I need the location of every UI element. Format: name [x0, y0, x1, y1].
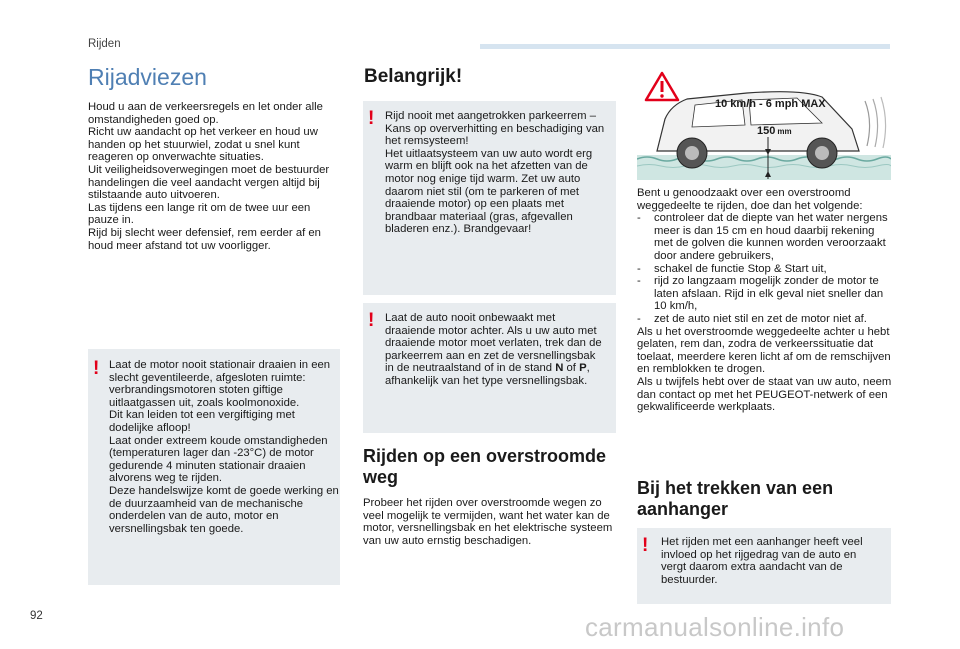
intro-paragraph: Las tijdens een lange rit om de twee uur een pauze in. [88, 201, 311, 227]
warning-note-engine [88, 349, 340, 585]
intro-paragraph: Houd u aan de verkeersregels en let onder alle omstandigheden goed op. [88, 101, 323, 126]
warning-icon: ! [368, 310, 375, 331]
list-item: - schakel de functie Stop & Start uit, [637, 263, 893, 276]
trailer-section-title: Bij het trekken van een aanhanger [637, 478, 834, 519]
warning-note-parking-brake [363, 101, 616, 295]
warning-icon: ! [368, 108, 375, 129]
list-item: - zet de auto niet stil en zet de motor niet af. [637, 313, 893, 326]
section-header: Rijden [88, 38, 121, 50]
note-paragraph: Rijd nooit met aangetrokken parkeerrem – Kans op oververhitting en beschadiging van het remsysteem! [385, 110, 605, 148]
flood-steps-list [637, 212, 893, 325]
flood-after-paragraph: Als u het overstroomde weggedeelte achter u hebt gelaten, rem dan, zodra de verkeerssituatie dat toelaat, meerdere keren licht af om de remschijven en remblokken te drogen. [637, 325, 891, 376]
important-title: Belangrijk! [364, 66, 463, 87]
flood-intro: Bent u genoodzaakt over een overstroomd weggedeelte te rijden, doe dan het volgende: [637, 187, 863, 212]
note-paragraph: Het rijden met een aanhanger heeft veel invloed op het rijgedrag van de auto en vergt daarom extra aandacht van de bestuurder. [661, 536, 863, 586]
speed-limit-label: 10 km/h - 6 mph MAX [715, 98, 826, 110]
warning-icon: ! [642, 535, 649, 556]
intro-paragraph: Richt uw aandacht op het verkeer en houd uw handen op het stuurwiel, zodat u snel kunt reageren op onverwachte situaties. [88, 126, 318, 164]
warning-note-unattended [363, 303, 616, 433]
flooded-road-illustration [637, 71, 891, 180]
list-item: - controleer dat de diepte van het water nergens meer is dan 15 cm en houd daarbij rekening met de golven die kunnen worden veroorzaakt door andere gebruikers, [637, 212, 893, 262]
list-item: - rijd zo langzaam mogelijk zonder de motor te laten afslaan. Rijd in elk geval niet sneller dan 10 km/h, [637, 275, 893, 313]
flood-section-title: Rijden op een overstroomde weg [363, 446, 607, 487]
flood-instructions [637, 187, 893, 414]
flood-section-text: Probeer het rijden over overstroomde wegen zo veel mogelijk te vermijden, want het water kan de motor, versnellingsbak en het elektrische systeem van uw auto ernstig beschadigen. [363, 497, 613, 547]
note-paragraph: Laat de motor nooit stationair draaien in een slecht geventileerde, afgesloten ruimte: verbrandingsmotoren stoten giftige uitlaatgassen uit, zoals koolmonoxide. [109, 359, 331, 409]
gear-n: N [555, 362, 564, 375]
note-paragraph: Laat de auto nooit onbewaakt met draaiende motor achter. Als u uw auto met draaiende motor moet verlaten, trek dan de parkeerrem aan en zet de versnellingsbak in de neutraalstand of in de stand N of P, afhankelijk van het type versnellingsbak. [385, 312, 602, 387]
page-number: 92 [30, 610, 43, 622]
intro-paragraph: Uit veiligheidsoverwegingen moet de bestuurder handelingen die veel aandacht vergen altijd bij stilstaande auto uitvoeren. [88, 163, 330, 202]
flood-after-paragraph: Als u twijfels hebt over de staat van uw auto, neem dan contact op met het PEUGEOT-netwerk of een gekwalificeerde werkplaats. [637, 375, 892, 414]
intro-paragraph: Rijd bij slecht weer defensief, rem eerder af en houd meer afstand tot uw voorligger. [88, 226, 321, 252]
water-depth-label: 150 mm [757, 125, 792, 137]
note-paragraph: Deze handelswijze komt de goede werking en de duurzaamheid van de mechanische onderdelen van de auto, motor en versnellingsbak ten goede. [109, 484, 339, 535]
intro-text [88, 101, 340, 252]
note-paragraph: Dit kan leiden tot een vergiftiging met dodelijke afloop! [109, 409, 295, 434]
gear-p: P [579, 362, 587, 375]
watermark: carmanualsonline.info [585, 612, 845, 642]
note-paragraph: Laat onder extreem koude omstandigheden (temperaturen lager dan -23°C) de motor gedurende 4 minuten stationair draaien alvorens weg te rijden. [109, 434, 328, 485]
header-bar [480, 44, 890, 49]
page-title: Rijadviezen [88, 64, 207, 90]
warning-note-trailer [637, 528, 891, 604]
warning-icon: ! [93, 358, 100, 379]
note-paragraph: Het uitlaatsysteem van uw auto wordt erg warm en blijft ook na het afzetten van de motor nog enige tijd warm. Zet uw auto daarom niet stil (om te parkeren of met draaiende motor) op een plaats met brandbaar materiaal (gras, afgevallen bladeren enz.). Brandgevaar! [385, 147, 593, 236]
